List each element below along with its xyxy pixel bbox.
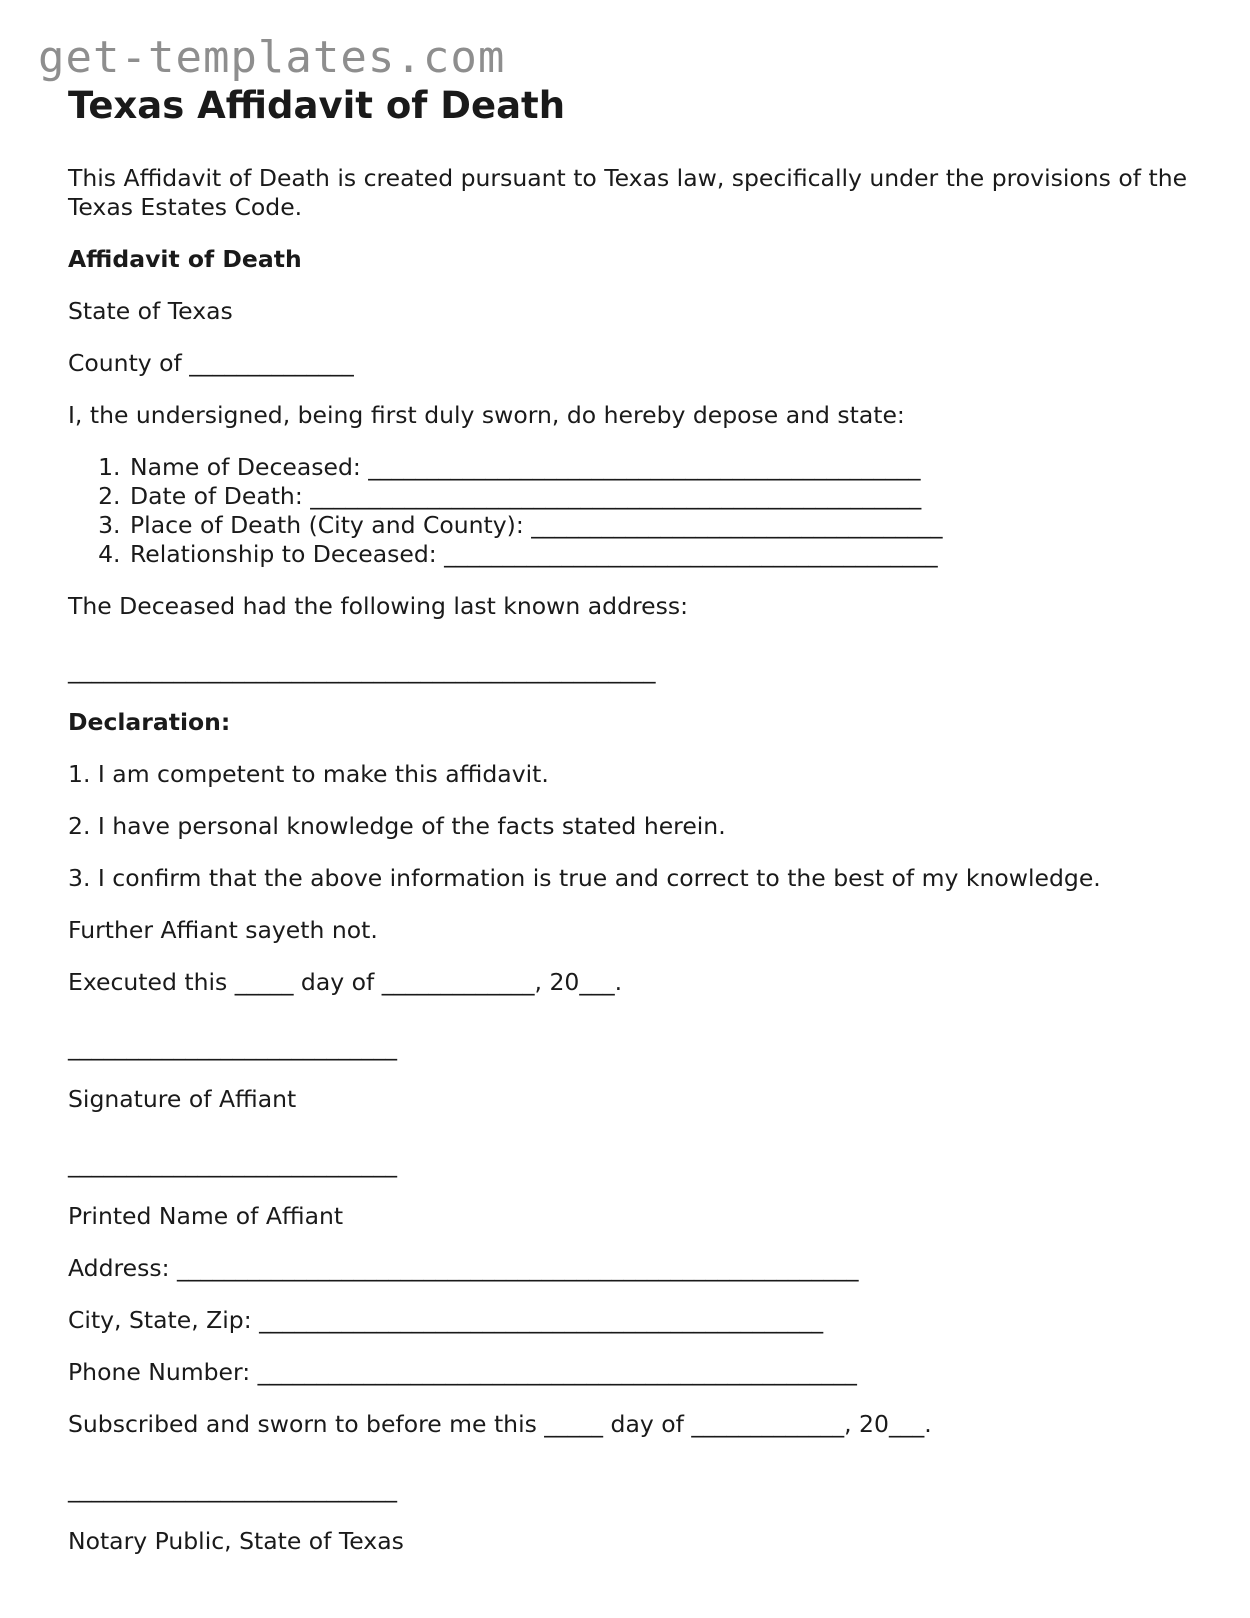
detail-name-of-deceased: 1. Name of Deceased: _______________________________________________ [128, 453, 1188, 482]
declaration-item-2: 2. I have personal knowledge of the facts stated herein. [68, 812, 726, 840]
document-body [68, 84, 1188, 1579]
declaration-item-3: 3. I confirm that the above information is true and correct to the best of my knowledge. [68, 864, 1101, 892]
county-line: County of ______________ [68, 349, 354, 377]
address-intro: The Deceased had the following last known address: [68, 592, 688, 620]
detail-place-of-death: 3. Place of Death (City and County): ___________________________________ [128, 511, 1188, 540]
notary-label: Notary Public, State of Texas [68, 1527, 404, 1555]
signature-label: Signature of Affiant [68, 1085, 297, 1113]
declaration-item-1: 1. I am competent to make this affidavit. [68, 760, 549, 788]
notary-signature-blank: ____________________________ [68, 1475, 397, 1503]
watermark-logo: get-templates.com [38, 32, 506, 83]
sworn-statement: I, the undersigned, being first duly sworn, do hereby depose and state: [68, 401, 905, 429]
declaration-heading: Declaration: [68, 708, 231, 736]
further-affiant: Further Affiant sayeth not. [68, 916, 378, 944]
affiant-phone-field: Phone Number: ___________________________________________________ [68, 1358, 857, 1386]
printed-name-blank: ____________________________ [68, 1150, 397, 1178]
intro-paragraph: This Affidavit of Death is created pursuant to Texas law, specifically under the provisions of the Texas Estates Code. [68, 164, 1188, 221]
state-line: State of Texas [68, 297, 233, 325]
affiant-city-field: City, State, Zip: ________________________________________________ [68, 1306, 824, 1334]
affiant-address-field: Address: __________________________________________________________ [68, 1254, 859, 1282]
detail-relationship: 4. Relationship to Deceased: __________________________________________ [128, 540, 1188, 569]
affidavit-heading: Affidavit of Death [68, 245, 302, 273]
signature-blank: ____________________________ [68, 1033, 397, 1061]
printed-name-label: Printed Name of Affiant [68, 1202, 344, 1230]
detail-date-of-death: 2. Date of Death: ____________________________________________________ [128, 482, 1188, 511]
subscribed-line: Subscribed and sworn to before me this _____ day of _____________, 20___. [68, 1410, 932, 1438]
executed-line: Executed this _____ day of _____________, 20___. [68, 968, 623, 996]
address-blank: __________________________________________________ [68, 656, 656, 684]
document-title: Texas Affidavit of Death [68, 84, 566, 127]
deceased-details-list [68, 453, 1188, 569]
